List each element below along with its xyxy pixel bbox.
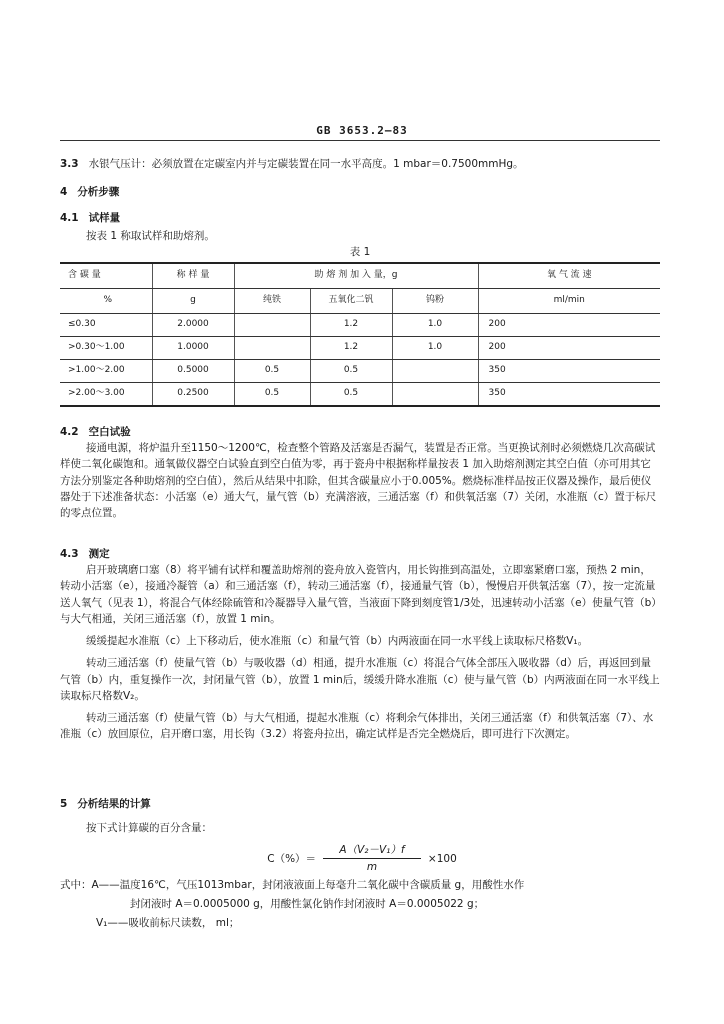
table-row	[60, 360, 660, 383]
header-carbon: 含 碳 量	[60, 263, 152, 289]
section-3-3	[60, 156, 660, 172]
section-4-1-heading	[60, 210, 660, 226]
cell-sample: 0.2500	[152, 383, 234, 407]
formula-lhs: C（%）＝	[267, 852, 317, 865]
section-title: 试样量	[88, 212, 121, 224]
cell-iron: 0.5	[234, 360, 310, 383]
section-4-3-heading	[60, 546, 660, 562]
table-row	[60, 314, 660, 337]
formula-fraction	[323, 842, 420, 876]
header-sample: 称 样 量	[152, 263, 234, 289]
header-flux: 助 熔 剂 加 入 量，g	[234, 263, 478, 289]
formula-numerator: A（V₂－V₁）f	[323, 842, 420, 859]
cell-sample: 2.0000	[152, 314, 234, 337]
cell-vanadium: 1.2	[310, 337, 392, 360]
table-caption-wrap	[60, 244, 660, 260]
section-number: 4	[60, 186, 68, 198]
formula-legend	[60, 876, 660, 933]
paragraph: 缓缓提起水准瓶（c）上下移动后，使水准瓶（c）和量气管（b）内两液面在同一水平线上读取标尺格数V₁。	[86, 635, 589, 648]
cell-iron	[234, 337, 310, 360]
cell-oxygen: 200	[478, 337, 660, 360]
section-number: 3.3	[60, 158, 79, 170]
section-4-2-body	[60, 440, 660, 521]
paragraph: 转动三通活塞（f）使量气管（b）与大气相通，提起水准瓶（c）将剩余气体排出，关闭三通活塞（f）和供氧活塞（7）、水准瓶（c）放回原位，启开磨口塞，用长钩（3.2）将瓷舟拉出，确定试样是否完全燃烧后，即可进行下次测定。	[60, 712, 654, 741]
header-oxygen: 氧 气 流 速	[478, 263, 660, 289]
section-4-heading	[60, 184, 660, 200]
section-4-1-text: 按表 1 称取试样和助熔剂。	[86, 230, 215, 242]
table-row	[60, 383, 660, 407]
cell-vanadium: 1.2	[310, 314, 392, 337]
cell-vanadium: 0.5	[310, 360, 392, 383]
cell-carbon: ≤0.30	[60, 314, 152, 337]
section-5-heading	[60, 796, 660, 812]
paragraph: 接通电源，将炉温升至1150～1200℃，检查整个管路及活塞是否漏气，装置是否正常。当更换试剂时必须燃烧几次高碳试样使二氧化碳饱和。通氧做仪器空白试验直到空白值为零，再于瓷舟中根据称样量按表 1 加入助熔剂测定其空白值（亦可用其它方法分别鉴定各种助熔剂的空白值），然后从结果中扣除，但其含碳量应小于0.005%。燃烧标准样品按正仪器及操作，最后使仪器处于下述准备状态：小活塞（e）通大气，量气管（b）充满溶液，三通活塞（f）和供氧活塞（7）关闭，水准瓶（c）置于标尺的零点位置。	[60, 442, 657, 520]
legend-line: 式中：A——温度16℃，气压1013mbar，封闭液液面上每毫升二氧化碳中含碳质量 g，用酸性水作	[60, 879, 525, 891]
section-text: 水银气压计：必须放置在定碳室内并与定碳装置在同一水平高度。1 mbar＝0.7500mmHg。	[88, 158, 524, 170]
cell-oxygen: 350	[478, 360, 660, 383]
section-title: 测定	[88, 548, 110, 560]
table-caption: 表 1	[349, 246, 371, 258]
flux-tungsten: 钨粉	[392, 289, 478, 314]
flux-vanadium-pentoxide: 五氧化二钒	[310, 289, 392, 314]
standard-number-header: GB 3653.2—83	[316, 124, 408, 137]
legend-line: 封闭液时 A＝0.0005000 g，用酸性氯化钠作封闭液时 A＝0.0005022 g；	[130, 897, 485, 910]
unit-sample: g	[152, 289, 234, 314]
cell-iron	[234, 314, 310, 337]
cell-carbon: >1.00～2.00	[60, 360, 152, 383]
cell-sample: 1.0000	[152, 337, 234, 360]
legend-line: V₁——吸收前标尺读数， ml；	[96, 916, 240, 929]
section-number: 4.1	[60, 212, 79, 224]
unit-oxygen: ml/min	[478, 289, 660, 314]
cell-oxygen: 350	[478, 383, 660, 407]
flux-iron: 纯铁	[234, 289, 310, 314]
cell-iron: 0.5	[234, 383, 310, 407]
cell-oxygen: 200	[478, 314, 660, 337]
section-5-intro: 按下式计算碳的百分含量：	[86, 822, 212, 834]
formula-tail: ×100	[427, 852, 457, 865]
formula-denominator: m	[366, 861, 378, 874]
table-row	[60, 337, 660, 360]
cell-tungsten	[392, 383, 478, 407]
table-header-row	[60, 263, 660, 289]
carbon-formula	[0, 842, 724, 876]
table-subheader-row	[60, 289, 660, 314]
cell-sample: 0.5000	[152, 360, 234, 383]
cell-vanadium: 0.5	[310, 383, 392, 407]
table-1	[60, 262, 660, 407]
paragraph: 启开玻璃磨口塞（8）将平铺有试样和覆盖助熔剂的瓷舟放入瓷管内，用长钩推到高温处，立即塞紧磨口塞，预热 2 min，转动小活塞（e），接通冷凝管（a）和三通活塞（f），转动三通活塞（f），接通量气管（b），慢慢启开供氧活塞（7），按一定流量送人氧气（见表 1），将混合气体经除硫管和冷凝器导入量气管，当液面下降到刻度管1/3处，迅速转动小活塞（e）使量气管（b）与大气相通，关闭三通活塞（f），放置 1 min。	[60, 564, 657, 625]
cell-carbon: >2.00～3.00	[60, 383, 152, 407]
section-number: 4.3	[60, 548, 79, 560]
paragraph: 转动三通活塞（f）使量气管（b）与吸收器（d）相通，提升水准瓶（c）将混合气体全部压入吸收器（d）后，再返回到量气管（b）内，重复操作一次，封闭量气管（b），放置 1 min后，缓缓升降水准瓶（c）使与量气管（b）内两液面在同一水平线上读取标尺格数V₂。	[60, 657, 660, 702]
cell-tungsten	[392, 360, 478, 383]
cell-tungsten: 1.0	[392, 337, 478, 360]
section-number: 5	[60, 798, 68, 810]
section-title: 分析结果的计算	[77, 798, 151, 810]
section-4-3-body	[60, 562, 660, 743]
cell-tungsten: 1.0	[392, 314, 478, 337]
unit-carbon: %	[60, 289, 152, 314]
section-number: 4.2	[60, 426, 79, 438]
section-4-2-heading	[60, 424, 660, 440]
cell-carbon: >0.30～1.00	[60, 337, 152, 360]
header-rule	[60, 140, 660, 141]
section-title: 分析步骤	[77, 186, 120, 198]
section-title: 空白试验	[88, 426, 131, 438]
